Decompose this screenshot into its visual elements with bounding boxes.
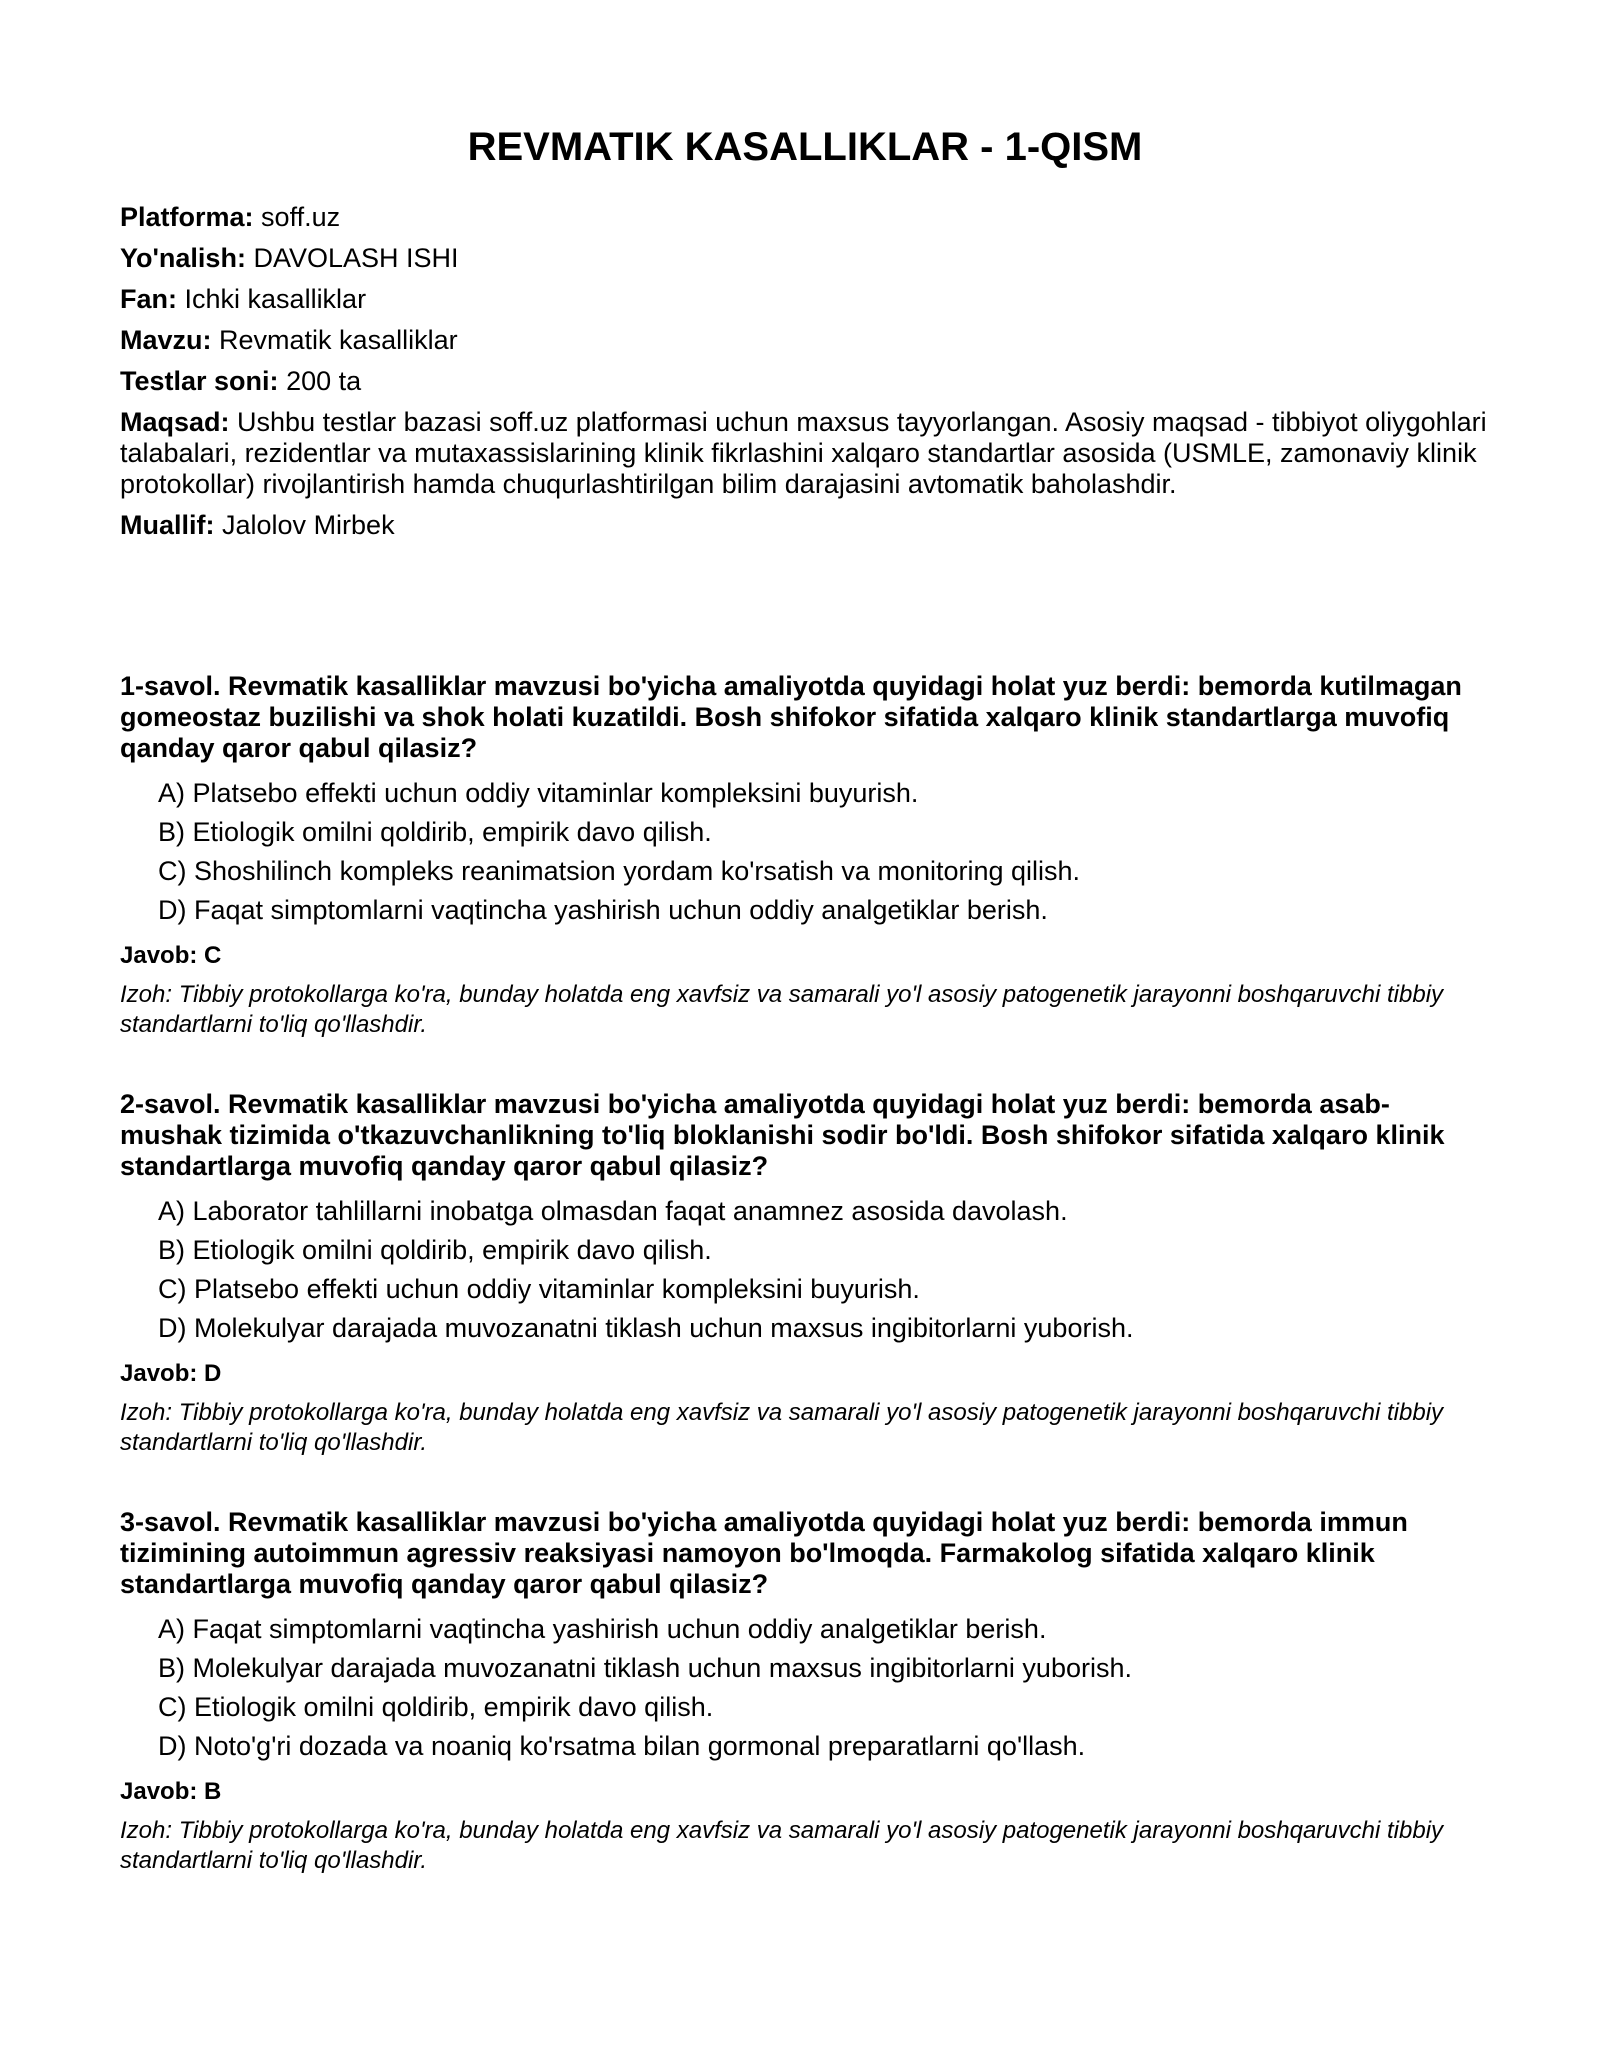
explanation: Izoh: Tibbiy protokollarga ko'ra, bunday holatda eng xavfsiz va samarali yo'l asosiy patogenetik jarayonni boshqaruvchi tibbiy standartlarni to'liq qo'llashdir. [120, 1399, 1444, 1456]
meta-label: Platforma: [120, 202, 254, 232]
meta-value: 200 ta [286, 366, 362, 396]
meta-value: soff.uz [261, 202, 341, 232]
correct-answer: Javob: B [120, 1778, 222, 1805]
question-list [120, 671, 1490, 1925]
option-a: A) Platsebo effekti uchun oddiy vitaminlar kompleksini buyurish. [158, 778, 919, 808]
document-title: REVMATIK KASALLIKLAR - 1-QISM [467, 125, 1143, 169]
meta-label: Mavzu: [120, 325, 212, 355]
option-d: D) Noto'g'ri dozada va noaniq ko'rsatma bilan gormonal preparatlarni qo'llash. [158, 1731, 1086, 1761]
meta-subject [120, 284, 1490, 315]
answer-options [120, 1196, 1490, 1344]
option-b: B) Etiologik omilni qoldirib, empirik davo qilish. [158, 1235, 712, 1265]
meta-label: Yo'nalish: [120, 243, 246, 273]
meta-value: Jalolov Mirbek [222, 510, 395, 540]
meta-value: Ichki kasalliklar [184, 284, 367, 314]
meta-value: DAVOLASH ISHI [253, 243, 459, 273]
question-2 [120, 1089, 1490, 1458]
question-1 [120, 671, 1490, 1040]
answer-options [120, 1614, 1490, 1762]
meta-topic [120, 325, 1490, 356]
option-b: B) Etiologik omilni qoldirib, empirik davo qilish. [158, 817, 712, 847]
meta-value: Revmatik kasalliklar [219, 325, 458, 355]
option-c: C) Shoshilinch kompleks reanimatsion yordam ko'rsatish va monitoring qilish. [158, 856, 1081, 886]
meta-author [120, 510, 1490, 541]
correct-answer: Javob: C [120, 942, 222, 969]
question-text: 1-savol. Revmatik kasalliklar mavzusi bo'yicha amaliyotda quyidagi holat yuz berdi: bemorda kutilmagan gomeostaz buzilishi va shok holati kuzatildi. Bosh shifokor sifatida xalqaro klinik standartlarga muvofiq qanday qaror qabul qilasiz? [120, 671, 1462, 763]
question-3 [120, 1507, 1490, 1876]
explanation: Izoh: Tibbiy protokollarga ko'ra, bunday holatda eng xavfsiz va samarali yo'l asosiy patogenetik jarayonni boshqaruvchi tibbiy standartlarni to'liq qo'llashdir. [120, 981, 1444, 1038]
document-metadata [120, 202, 1490, 551]
option-c: C) Platsebo effekti uchun oddiy vitaminlar kompleksini buyurish. [158, 1274, 920, 1304]
question-text: 3-savol. Revmatik kasalliklar mavzusi bo'yicha amaliyotda quyidagi holat yuz berdi: bemorda immun tizimining autoimmun agressiv reaksiyasi namoyon bo'lmoqda. Farmakolog sifatida xalqaro klinik standartlarga muvofiq qanday qaror qabul qilasiz? [120, 1507, 1408, 1599]
meta-platform [120, 202, 1490, 233]
meta-direction [120, 243, 1490, 274]
meta-test-count [120, 366, 1490, 397]
option-c: C) Etiologik omilni qoldirib, empirik davo qilish. [158, 1692, 714, 1722]
explanation: Izoh: Tibbiy protokollarga ko'ra, bunday holatda eng xavfsiz va samarali yo'l asosiy patogenetik jarayonni boshqaruvchi tibbiy standartlarni to'liq qo'llashdir. [120, 1817, 1444, 1874]
meta-label: Maqsad: [120, 407, 230, 437]
option-d: D) Molekulyar darajada muvozanatni tiklash uchun maxsus ingibitorlarni yuborish. [158, 1313, 1134, 1343]
meta-label: Fan: [120, 284, 177, 314]
meta-value: Ushbu testlar bazasi soff.uz platformasi uchun maxsus tayyorlangan. Asosiy maqsad - tibbiyot oliygohlari talabalari, rezidentlar va mutaxassislarining klinik fikrlashini xalqaro standartlar asosida (USMLE, zamonaviy klinik protokollar) rivojlantirish hamda chuqurlashtirilgan bilim darajasini avtomatik baholashdir. [120, 407, 1487, 499]
option-a: A) Laborator tahlillarni inobatga olmasdan faqat anamnez asosida davolash. [158, 1196, 1068, 1226]
option-a: A) Faqat simptomlarni vaqtincha yashirish uchun oddiy analgetiklar berish. [158, 1614, 1047, 1644]
answer-options [120, 778, 1490, 926]
option-d: D) Faqat simptomlarni vaqtincha yashirish uchun oddiy analgetiklar berish. [158, 895, 1048, 925]
correct-answer: Javob: D [120, 1360, 222, 1387]
option-b: B) Molekulyar darajada muvozanatni tiklash uchun maxsus ingibitorlarni yuborish. [158, 1653, 1132, 1683]
question-text: 2-savol. Revmatik kasalliklar mavzusi bo'yicha amaliyotda quyidagi holat yuz berdi: bemorda asab-mushak tizimida o'tkazuvchanlikning to'liq bloklanishi sodir bo'ldi. Bosh shifokor sifatida xalqaro klinik standartlarga muvofiq qanday qaror qabul qilasiz? [120, 1089, 1445, 1181]
meta-label: Testlar soni: [120, 366, 279, 396]
meta-goal [120, 407, 1490, 500]
meta-label: Muallif: [120, 510, 215, 540]
